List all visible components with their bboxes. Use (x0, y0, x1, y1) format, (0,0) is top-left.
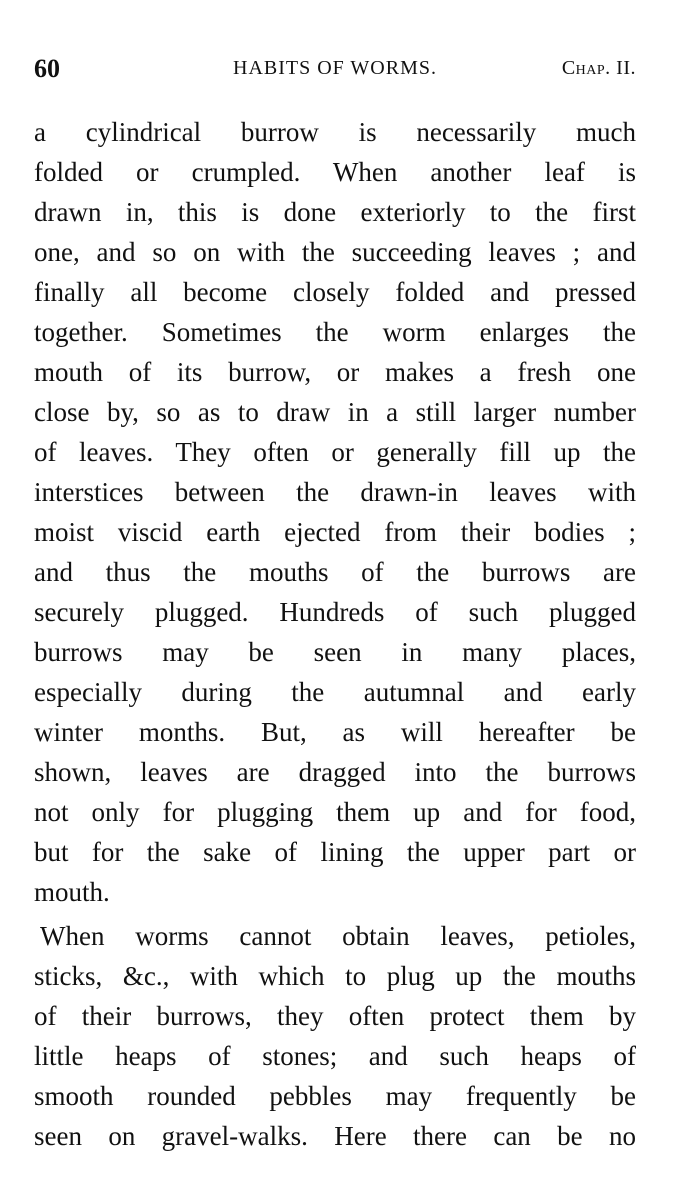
text-line: close by, so as to draw in a still larger number (34, 397, 636, 427)
text-line: sticks, &c., with which to plug up the mouths (34, 961, 636, 991)
body-text (34, 112, 636, 1156)
text-line: winter months. But, as will hereafter be (34, 717, 636, 747)
text-line: and thus the mouths of the burrows are (34, 557, 636, 587)
text-line: of their burrows, they often protect them by (34, 1001, 636, 1031)
text-line: moist viscid earth ejected from their bodies ; (34, 517, 636, 547)
text-line: securely plugged. Hundreds of such plugged (34, 597, 636, 627)
text-line: not only for plugging them up and for food, (34, 797, 636, 827)
text-line: mouth of its burrow, or makes a fresh one (34, 357, 636, 387)
text-line: together. Sometimes the worm enlarges the (34, 317, 636, 347)
text-line: but for the sake of lining the upper part or (34, 837, 636, 867)
running-header (34, 54, 636, 86)
text-line: finally all become closely folded and pressed (34, 277, 636, 307)
text-line: drawn in, this is done exteriorly to the first (34, 197, 636, 227)
text-line: especially during the autumnal and early (34, 677, 636, 707)
book-title: HABITS OF WORMS. (233, 57, 437, 79)
text-line: of leaves. They often or generally fill up the (34, 437, 636, 467)
page-number: 60 (34, 54, 60, 83)
text-line: little heaps of stones; and such heaps of (34, 1041, 636, 1071)
text-line: interstices between the drawn-in leaves with (34, 477, 636, 507)
text-line: folded or crumpled. When another leaf is (34, 157, 636, 187)
text-line: a cylindrical burrow is necessarily much (34, 117, 636, 147)
text-line: mouth. (34, 877, 110, 907)
paragraph-1 (34, 112, 636, 912)
text-line: When worms cannot obtain leaves, petioles, (40, 921, 636, 951)
paragraph-2 (34, 916, 636, 1156)
text-line: seen on gravel-walks. Here there can be no (34, 1121, 636, 1151)
chapter-label: Chap. II. (561, 57, 636, 79)
text-line: smooth rounded pebbles may frequently be (34, 1081, 636, 1111)
text-line: one, and so on with the succeeding leaves ; and (34, 237, 636, 267)
text-line: shown, leaves are dragged into the burrows (34, 757, 636, 787)
text-line: burrows may be seen in many places, (34, 637, 636, 667)
book-page (34, 54, 636, 1156)
